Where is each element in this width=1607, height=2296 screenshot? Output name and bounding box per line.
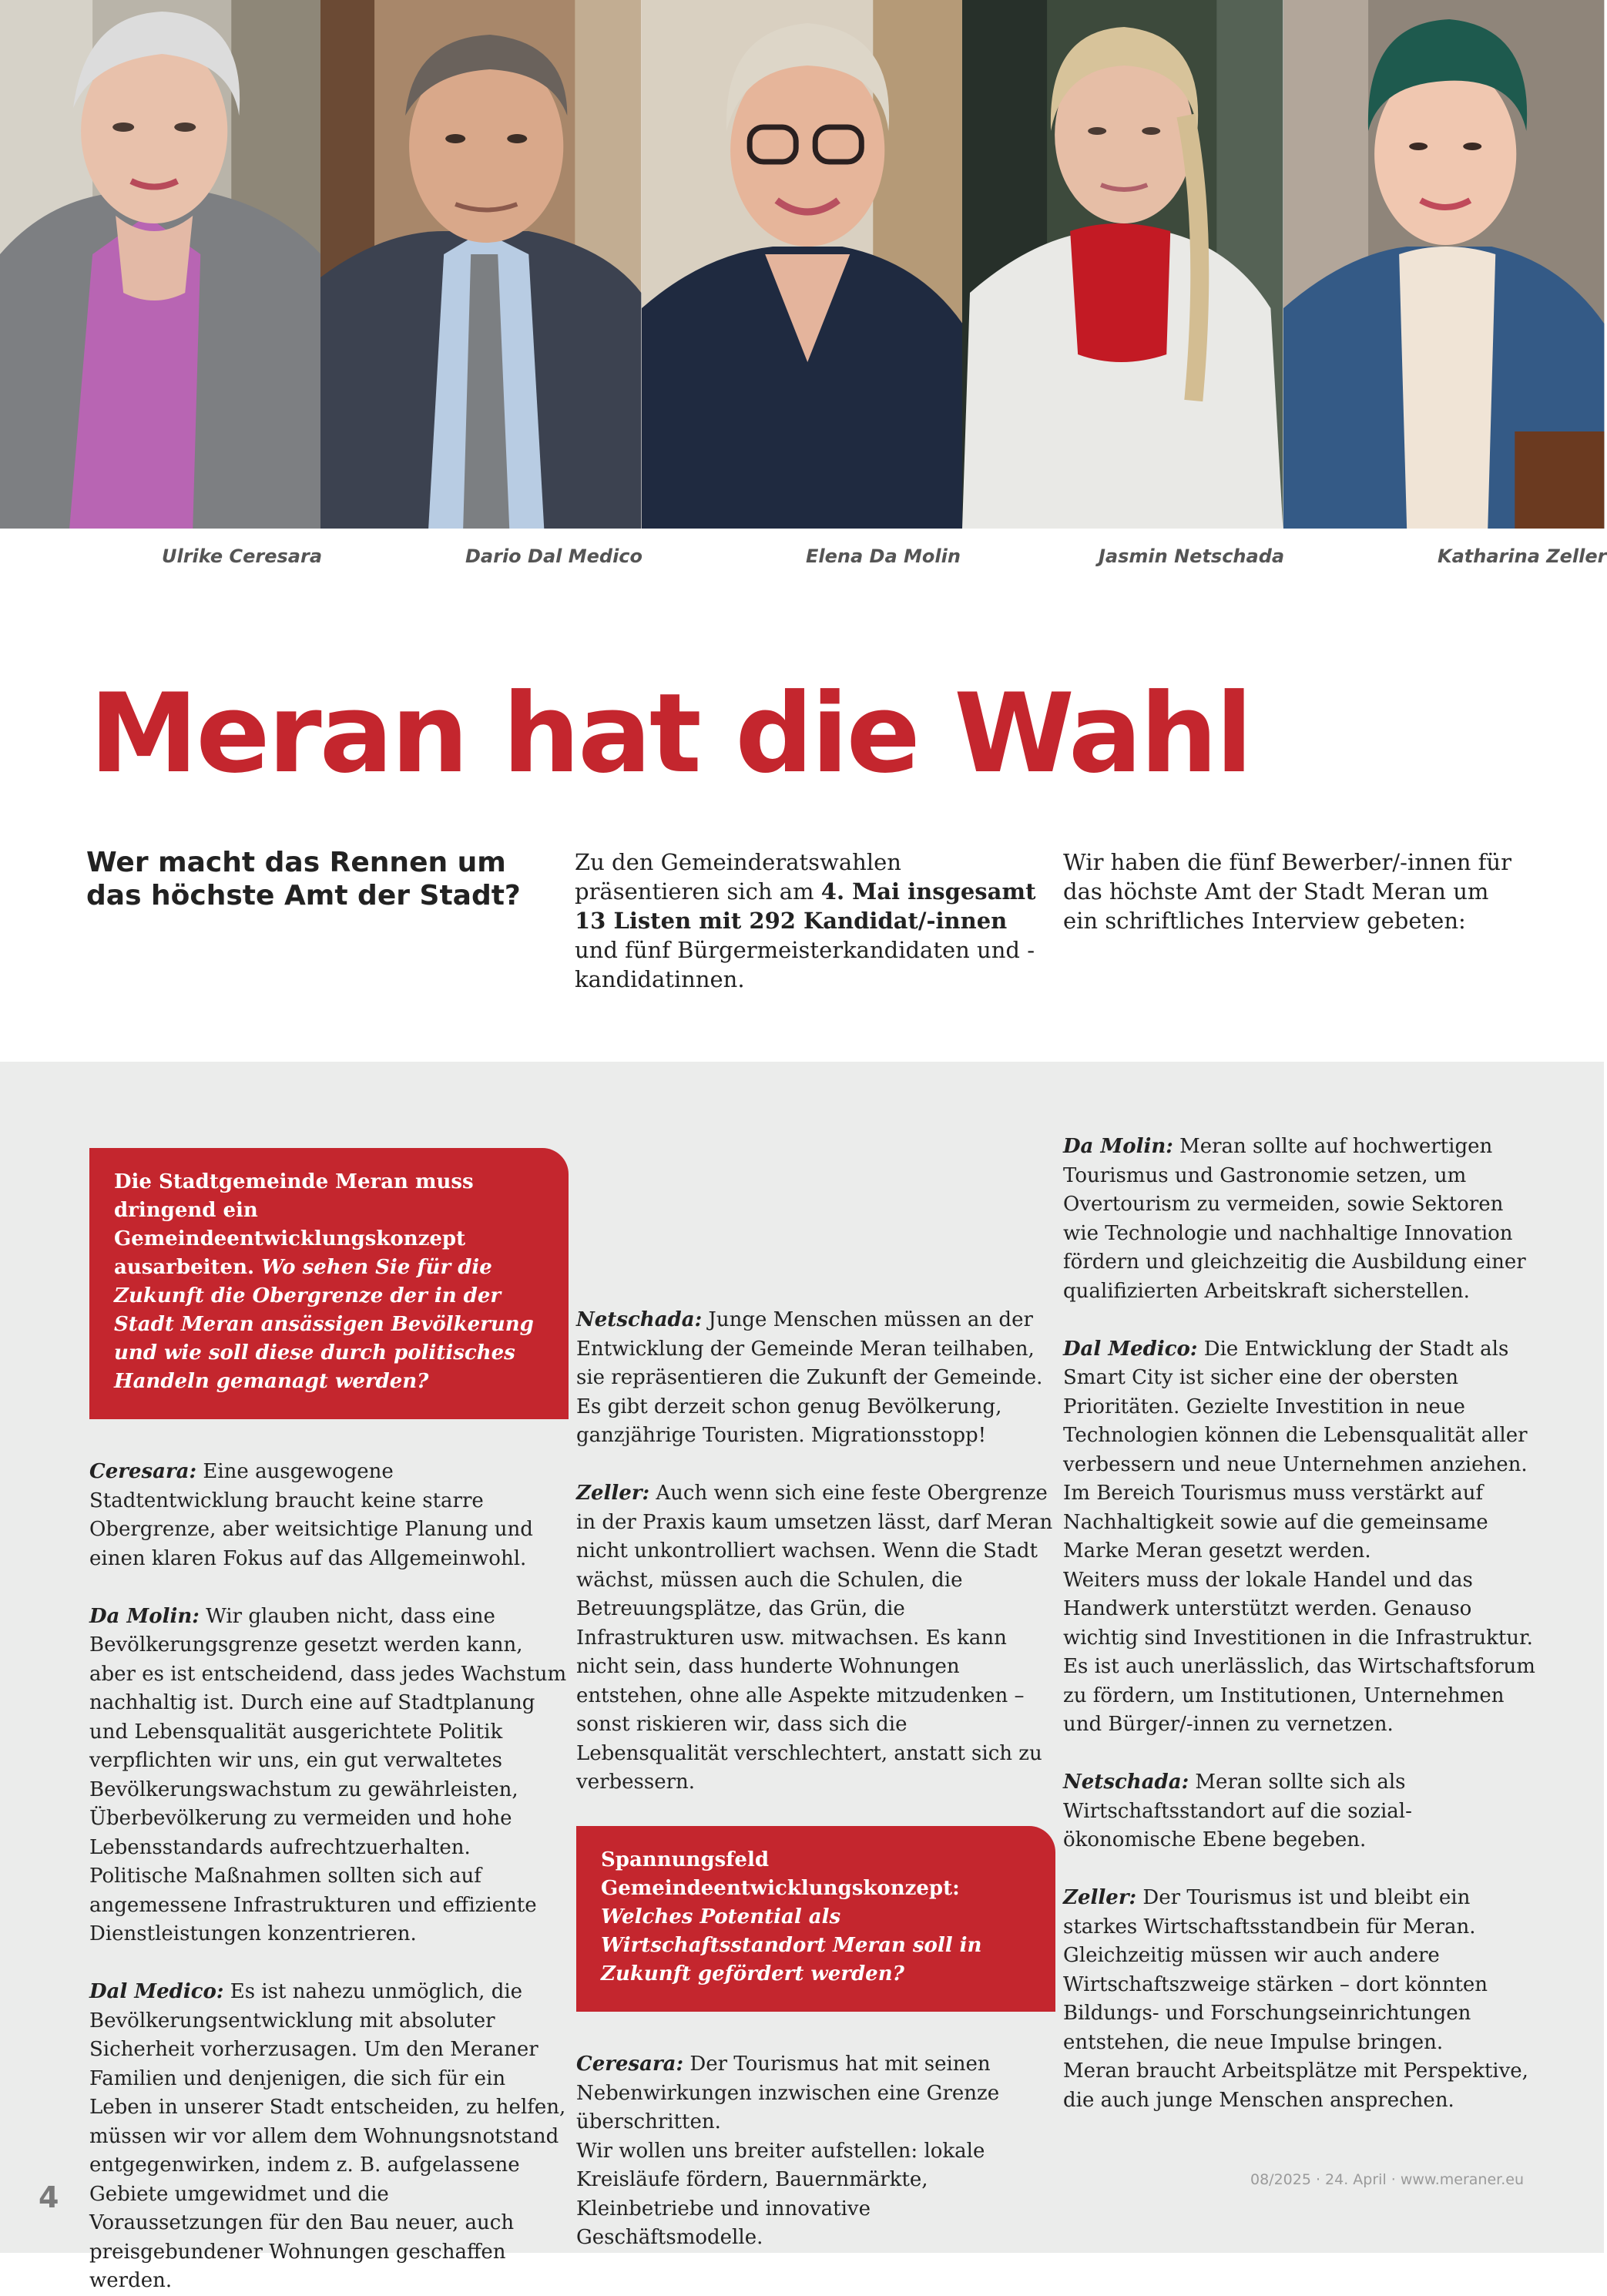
speaker-label: Netschada: xyxy=(1063,1771,1189,1794)
speaker-label: Ceresara: xyxy=(89,1460,197,1483)
answer-text-continued: Weiters muss der lokale Handel und das Handwerk unterstützt werden. Genauso wichtig sind Investitionen in die Infrastruktur. Es ist auch unerlässlich, das Wirtschaftsforum zu fördern, um Institutionen, Unternehmen und Bürger/-innen zu vernetzen. xyxy=(1063,1568,1535,1736)
answer-text: Eine ausgewogene Stadtentwicklung braucht keine starre Obergrenze, aber weitsichtige Planung und einen klaren Fokus auf das Allgemeinwohl. xyxy=(89,1460,533,1570)
answer-netschada-2 xyxy=(1063,1768,1542,1855)
intro-paragraph xyxy=(575,848,1037,994)
speaker-label: Dal Medico: xyxy=(1063,1337,1198,1361)
question-1-lead: Die Stadtgemeinde Meran muss dringend ein Gemeindeentwicklungskonzept ausarbeiten. xyxy=(114,1170,474,1279)
portrait-captions xyxy=(0,545,1607,573)
answer-text: Auch wenn sich eine feste Obergrenze in der Praxis kaum umsetzen lässt, darf Meran nicht unkontrolliert wachsen. Wenn die Stadt wächst, müssen auch die Schulen, die Betreuungsplätze, das Grün, die Infrastrukturen usw. mitwachsen. Es kann nicht sein, dass hunderte Wohnungen entstehen, ohne alle Aspekte mitzudenken – sonst riskieren wir, dass sich die Lebensqualität verschlechtert, anstatt sich zu verbessern. xyxy=(576,1482,1053,1794)
page-number: 4 xyxy=(39,2180,59,2214)
answer-ceresara-2 xyxy=(576,2050,1055,2253)
question-1-text: Wo sehen Sie für die Zukunft die Obergrenze der in der Stadt Meran ansässigen Bevölkerung und wie soll diese durch politisches Handeln gemanagt werden? xyxy=(114,1256,534,1393)
answer-ceresara-1 xyxy=(89,1458,569,1573)
intro-paragraph-interview: Wir haben die fünf Bewerber/-innen für das höchste Amt der Stadt Meran um ein schriftliches Interview gebeten: xyxy=(1063,849,1511,934)
caption-dal-medico: Dario Dal Medico xyxy=(465,545,643,567)
answer-dal-medico-1 xyxy=(89,1978,569,2296)
answer-text-continued: Wir wollen uns breiter aufstellen: lokale Kreisläufe fördern, Bauernmärkte, Kleinbetriebe und innovative Geschäftsmodelle. xyxy=(576,2139,985,2249)
answer-text: Die Entwicklung der Stadt als Smart City ist sicher eine der obersten Prioritäten. Gezielte Investition in neue Technologien können die Lebensqualität aller verbessern und neue Unternehmen anziehen. Im Bereich Tourismus muss verstärkt auf Nachhaltigkeit sowie auf die gemeinsame Marke Meran gesetzt werden. xyxy=(1063,1337,1528,1563)
interview-column-2 xyxy=(576,1306,1055,2253)
question-box-2 xyxy=(576,1826,1055,2012)
answer-text: Meran sollte sich als Wirtschaftsstandort auf die sozial-ökonomische Ebene begeben. xyxy=(1063,1771,1412,1851)
speaker-label: Ceresara: xyxy=(576,2053,684,2076)
speaker-label: Zeller: xyxy=(1063,1886,1137,1909)
portrait-strip xyxy=(0,0,1604,529)
portrait-photo-ceresara xyxy=(0,0,320,529)
answer-da-molin-2 xyxy=(1063,1133,1542,1306)
caption-zeller: Katharina Zeller xyxy=(1438,545,1607,567)
portrait-photo-netschada xyxy=(962,0,1283,529)
intro-text-b: und fünf Bürgermeisterkandidaten und -kandidatinnen. xyxy=(575,937,1035,992)
answer-text: Es ist nahezu unmöglich, die Bevölkerungsentwicklung mit absoluter Sicherheit vorherzusagen. Um den Meraner Familien und denjenigen, die sich für ein Leben in unserer Stadt entscheiden, zu helfen, müssen wir vor allem dem Wohnungsnotstand entgegenwirken, indem z. B. aufgelassene Gebiete umgewidmet und die Voraussetzungen für den Bau neuer, auch preisgebundener Wohnungen geschaffen werden. xyxy=(89,1980,566,2292)
portrait-photo-da-molin xyxy=(642,0,962,529)
speaker-label: Da Molin: xyxy=(89,1604,200,1628)
speaker-label: Da Molin: xyxy=(1063,1135,1173,1158)
question-2-lead: Spannungsfeld Gemeindeentwicklungskonzept: xyxy=(601,1848,960,1900)
intro-text-bold: 4. Mai insgesamt 13 Listen mit 292 Kandidat/-innen xyxy=(575,878,1036,934)
answer-netschada-1 xyxy=(576,1306,1055,1451)
page-title: Meran hat die Wahl xyxy=(89,670,1251,797)
answer-text: Wir glauben nicht, dass eine Bevölkerungsgrenze gesetzt werden kann, aber es ist entscheidend, dass jedes Wachstum nachhaltig ist. Durch eine auf Stadtplanung und Lebensqualität ausgerichtete Politik verpflichten wir uns, ein gut verwaltetes Bevölkerungswachstum zu gewährleisten, Überbevölkerung zu vermeiden und hohe Lebensstandards aufrechtzuerhalten. Politische Maßnahmen sollten sich auf angemessene Infrastrukturen und effiziente Dienstleistungen konzentrieren. xyxy=(89,1604,567,1945)
answer-text-continued: Meran braucht Arbeitsplätze mit Perspektive, die auch junge Menschen ansprechen. xyxy=(1063,2059,1528,2112)
speaker-label: Dal Medico: xyxy=(89,1980,224,2003)
answer-zeller-1 xyxy=(576,1479,1055,1798)
answer-da-molin-1 xyxy=(89,1603,569,1949)
question-2-text: Welches Potential als Wirtschaftsstandort Meran soll in Zukunft gefördert werden? xyxy=(601,1905,982,1986)
answer-text: Der Tourismus hat mit seinen Nebenwirkungen inzwischen eine Grenze überschritten. xyxy=(576,2053,1000,2133)
answer-text: Junge Menschen müssen an der Entwicklung der Gemeinde Meran teilhaben, sie repräsentieren die Zukunft der Gemeinde. Es gibt derzeit schon genug Bevölkerung, ganzjährige Touristen. Migrationsstopp! xyxy=(576,1308,1043,1447)
answer-text: Meran sollte auf hochwertigen Tourismus und Gastronomie setzen, um Overtourism zu vermeiden, sowie Sektoren wie Technologie und nachhaltige Innovation fördern und gleichzeitig die Ausbildung einer qualifizierten Arbeitskraft sicherstellen. xyxy=(1063,1135,1526,1303)
interview-column-3 xyxy=(1063,1133,1542,2115)
intro-text-a: Zu den Gemeinderatswahlen präsentieren sich am xyxy=(575,849,901,905)
speaker-label: Zeller: xyxy=(576,1482,650,1505)
caption-da-molin: Elena Da Molin xyxy=(806,545,961,567)
portrait-photo-dal-medico xyxy=(320,0,641,529)
caption-ceresara: Ulrike Ceresara xyxy=(162,545,323,567)
speaker-label: Netschada: xyxy=(576,1308,703,1331)
portrait-photo-zeller xyxy=(1283,0,1604,529)
caption-netschada: Jasmin Netschada xyxy=(1099,545,1285,567)
question-box-1 xyxy=(89,1148,569,1419)
answer-dal-medico-2 xyxy=(1063,1335,1542,1740)
interview-column-1 xyxy=(89,1148,569,2296)
answer-text: Der Tourismus ist und bleibt ein starkes Wirtschaftsstandbein für Meran. Gleichzeitig müssen wir auch andere Wirtschaftszweige stärken – dort könnten Bildungs- und Forschungseinrichtungen entstehen, die neue Impulse bringen. xyxy=(1063,1886,1488,2054)
footer-issue-info: 08/2025 · 24. April · www.meraner.eu xyxy=(1250,2171,1524,2188)
intro-question: Wer macht das Rennen um das höchste Amt der Stadt? xyxy=(86,847,521,911)
answer-zeller-2 xyxy=(1063,1884,1542,2115)
